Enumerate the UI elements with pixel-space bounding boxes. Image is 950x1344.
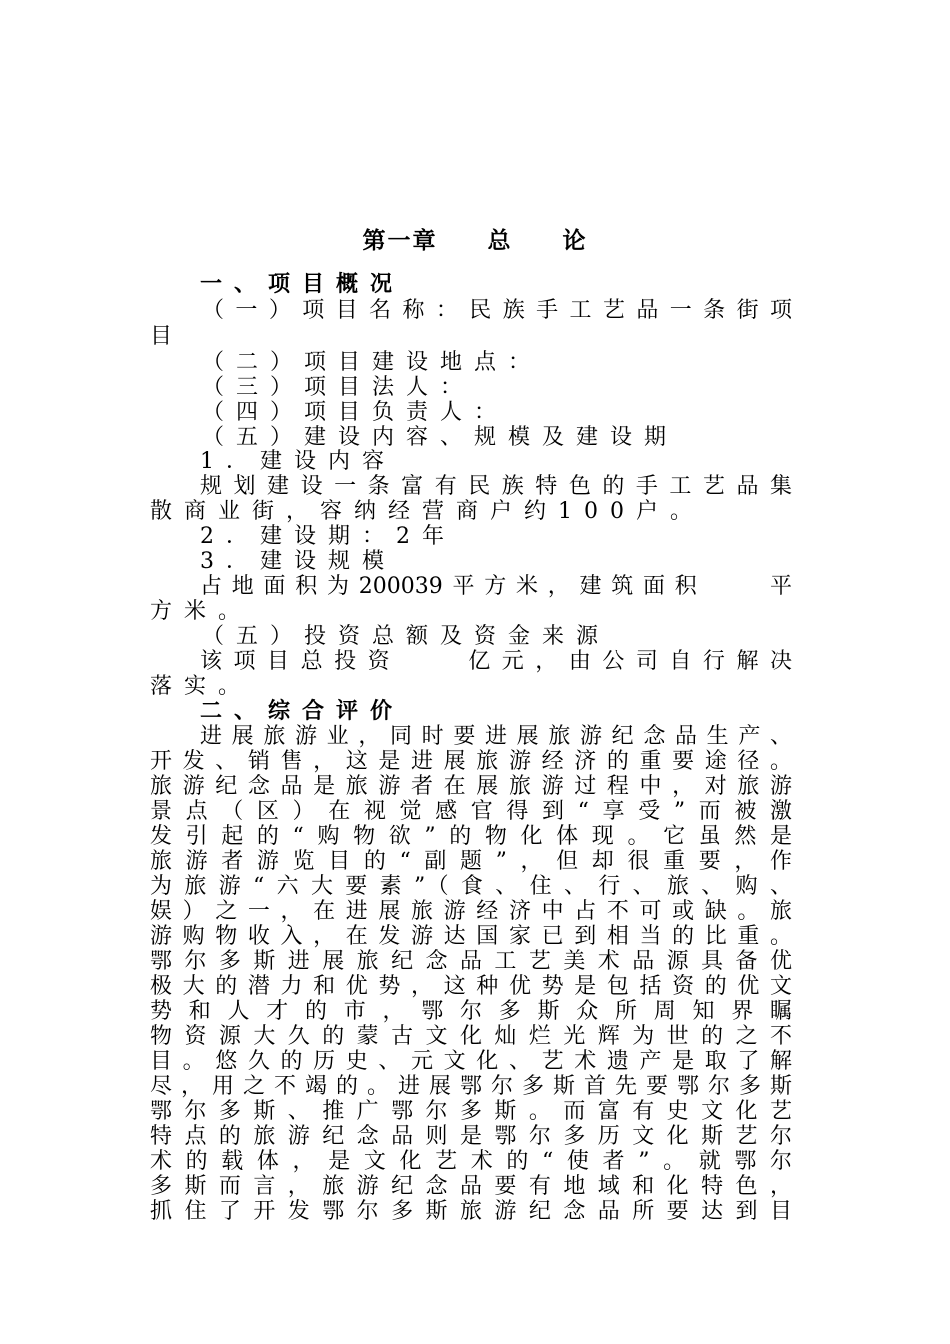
text-line: 1．建设内容: [200, 449, 396, 474]
text-line: （五）投资总额及资金来源: [202, 624, 611, 649]
text-line: （二）项目建设地点：: [202, 350, 543, 375]
text-line: 尽，用之不竭的。进展鄂尔多斯首先要鄂尔多斯: [150, 1074, 792, 1099]
text-line: 发引起的“购物欲”的物化体现。它虽然是: [150, 824, 792, 849]
text-line: 多斯而言，旅游纪念品要有地域和化特色，: [150, 1174, 792, 1199]
text-line: 旅游者游览目的“副题”，但却很重要，作: [150, 849, 792, 874]
text-line: （五）建设内容、规模及建设期: [202, 425, 679, 450]
text-line: 落实。: [150, 674, 253, 699]
text-line: 抓住了开发鄂尔多斯旅游纪念品所要达到目: [150, 1199, 792, 1224]
chapter-title: 第一章 总 论: [362, 228, 588, 254]
text-line: 势和人才的市，鄂尔多斯众所周知界瞩: [150, 999, 792, 1024]
text-line: 景点（区）在视觉感官得到“享受”而被激: [150, 799, 792, 824]
section-heading-evaluation: 二、综合评价: [200, 699, 405, 724]
section-heading-overview: 一、项目概况: [200, 272, 405, 297]
text-line: 鄂尔多斯、推广鄂尔多斯。而富有史文化艺: [150, 1099, 792, 1124]
text-line: 该项目总投资 亿元，由公司自行解决: [200, 649, 792, 674]
text-line: 2．建设期：2年: [200, 524, 456, 549]
text-line: 娱）之一，在进展旅游经济中占不可或缺。旅: [150, 899, 792, 924]
text-line: （三）项目法人：: [202, 375, 475, 400]
text-line: 开发、销售，这是进展旅游经济的重要途径。: [150, 749, 792, 774]
text-line: 散商业街，容纳经营商户约100户。: [150, 499, 704, 524]
text-line: 术的载体，是文化艺术的“使者”。就鄂尔: [150, 1149, 792, 1174]
text-line: 方米。: [150, 599, 253, 624]
text-line: 进展旅游业，同时要进展旅游纪念品生产、: [200, 724, 792, 749]
text-line: 物资源大久的蒙古文化灿烂光辉为世的之不: [150, 1024, 792, 1049]
text-line: 极大的潜力和优势，这种优势是包括资的优文: [150, 974, 792, 999]
text-line: 为旅游“六大要素”（食、住、行、旅、购、: [150, 874, 792, 899]
text-line: 鄂尔多斯进展旅纪念品工艺美术品源具备优: [150, 949, 792, 974]
text-line: （四）项目负责人：: [202, 400, 509, 425]
text-line: （一）项目名称：民族手工艺品一条街项: [202, 298, 792, 323]
text-line: 规划建设一条富有民族特色的手工艺品集: [200, 474, 792, 499]
text-line: 占地面积为200039平方米，建筑面积 平: [200, 574, 792, 599]
text-line: 游购物收入，在发游达国家已到相当的比重。: [150, 924, 792, 949]
text-line: 旅游纪念品是旅游者在展旅游过程中，对旅游: [150, 774, 792, 799]
text-line: 目。悠久的历史、元文化、艺术遗产是取了解: [150, 1049, 792, 1074]
text-line: 3．建设规模: [200, 549, 396, 574]
text-line: 特点的旅游纪念品则是鄂尔多历文化斯艺尔: [150, 1124, 792, 1149]
text-line: 目: [150, 324, 185, 349]
